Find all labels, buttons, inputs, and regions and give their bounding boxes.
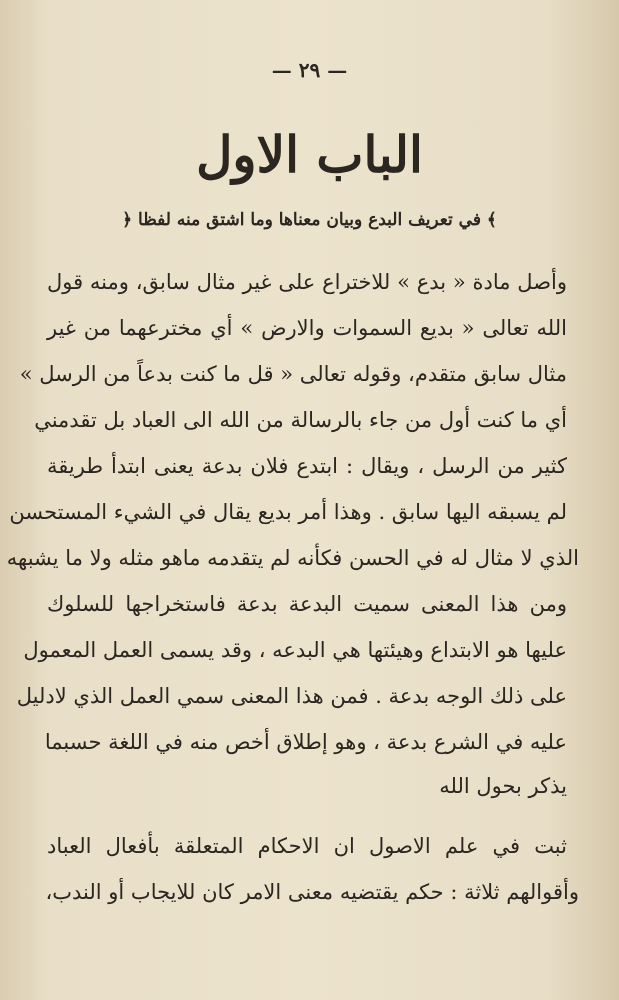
text-line: عليها هو الابتداع وهيئتها هي البدعه ، وقد يسمى العمل المعمول (23, 638, 567, 662)
text-line: ثبت في علم الاصول ان الاحكام المتعلقة بأفعال العباد (47, 834, 567, 858)
text-line: لم يسبقه اليها سابق . وهذا أمر بديع يقال في الشيء المستحسن (9, 500, 567, 524)
chapter-subtitle: ﴿ في تعريف البدع وبيان معناها وما اشتق منه لفظا ﴾ (122, 210, 497, 230)
text-line: مثال سابق متقدم، وقوله تعالى « قل ما كنت بدعاً من الرسل » (19, 362, 567, 386)
text-line: على ذلك الوجه بدعة . فمن هذا المعنى سمي العمل الذي لادليل (16, 684, 567, 708)
text-line: كثير من الرسل ، ويقال : ابتدع فلان بدعة يعنى ابتدأ طريقة (47, 454, 567, 478)
text-line: وأصل مادة « بدع » للاختراع على غير مثال سابق، ومنه قول (47, 270, 567, 294)
text-line: الذي لا مثال له في الحسن فكأنه لم يتقدمه ماهو مثله ولا ما يشبهه (6, 546, 579, 570)
text-line: عليه في الشرع بدعة ، وهو إطلاق أخص منه في اللغة حسبما (44, 730, 567, 754)
text-line: وأقوالهم ثلاثة : حكم يقتضيه معنى الامر كان للايجاب أو الندب، (45, 880, 579, 904)
text-line: ومن هذا المعنى سميت البدعة بدعة فاستخراجها للسلوك (47, 592, 567, 616)
chapter-title: الباب الاول (196, 125, 423, 184)
text-line: أي ما كنت أول من جاء بالرسالة من الله الى العباد بل تقدمني (34, 408, 567, 432)
text-line: الله تعالى « بديع السموات والارض » أي مخترعهما من غير (47, 316, 567, 340)
text-line: يذكر بحول الله (439, 774, 567, 798)
page-number: — ٢٩ — (271, 58, 348, 82)
